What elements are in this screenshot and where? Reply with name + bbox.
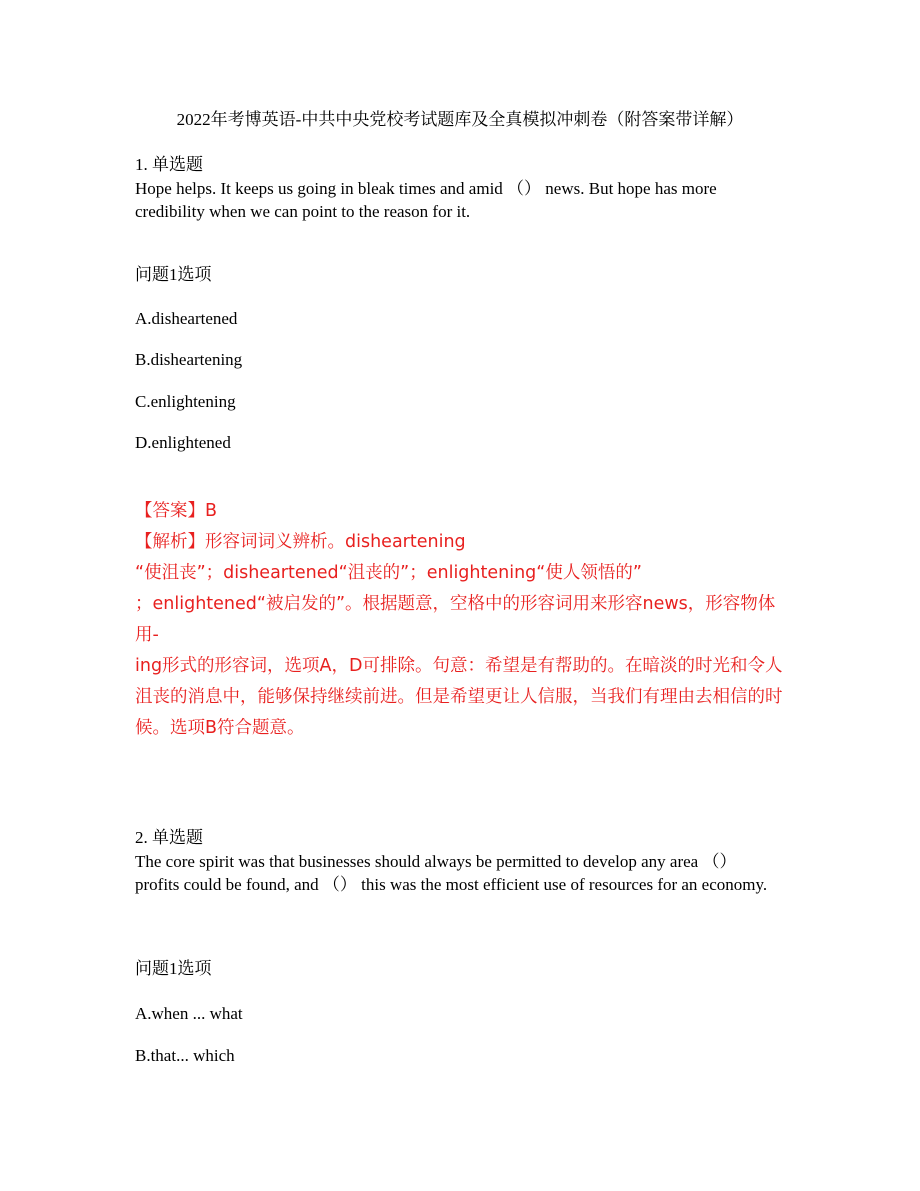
answer-analysis [135,496,790,744]
option-c[interactable]: C.enlightening [135,392,236,411]
analysis-line-3: ；enlightened“被启发的”。根据题意，空格中的形容词用来形容news，形容物体用- [135,594,776,645]
question-stem: The core spirit was that businesses should always be permitted to develop any area （） profits could be found, and （） this was the most efficient use of resources for an economy. [135,852,768,894]
document-title: 2022年考博英语-中共中央党校考试题库及全真模拟冲刺卷（附答案带详解） [176,110,744,129]
question-stem: Hope helps. It keeps us going in bleak times and amid （） news. But hope has more credibility when we can point to the reason for it. [135,179,717,221]
question-1 [135,154,785,474]
options-label: 问题1选项 [135,959,212,978]
options-label: 问题1选项 [135,265,212,284]
option-a[interactable]: A.disheartened [135,309,238,328]
analysis-line-1: 【解析】形容词词义辨析。disheartening [135,532,466,552]
question-header: 2. 单选题 [135,828,203,847]
analysis-line-4: ing形式的形容词，选项A，D可排除。句意：希望是有帮助的。在暗淡的时光和令人沮丧的消息中，能够保持继续前进。但是希望更让人信服，当我们有理由去相信的时候。选项B符合题意。 [135,656,783,738]
analysis-line-2: “使沮丧”；disheartened“沮丧的”；enlightening“使人领悟的” [135,563,642,583]
option-b[interactable]: B.that... which [135,1046,235,1065]
option-d[interactable]: D.enlightened [135,433,231,452]
option-b[interactable]: B.disheartening [135,350,243,369]
answer-line: 【答案】B [135,501,218,521]
question-header: 1. 单选题 [135,155,203,174]
option-a[interactable]: A.when ... what [135,1004,243,1023]
question-2 [135,827,785,1077]
